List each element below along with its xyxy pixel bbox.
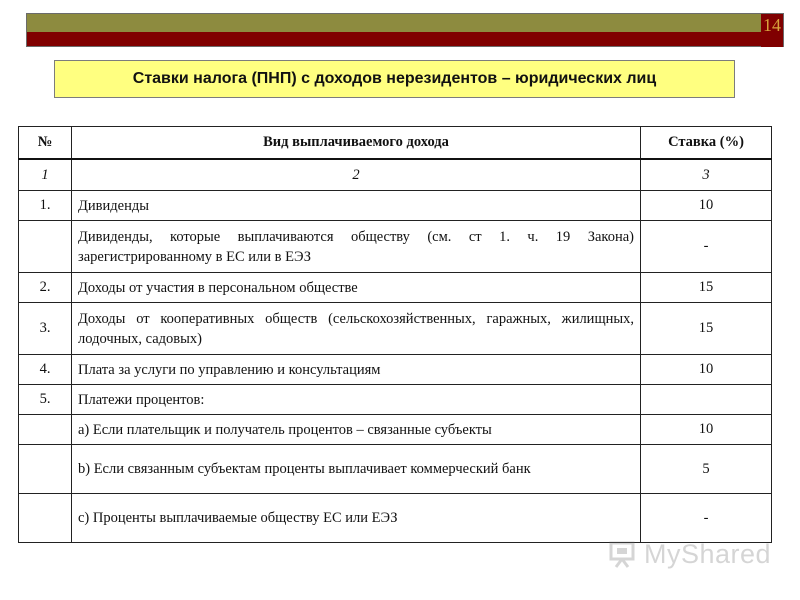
slide-title: Ставки налога (ПНП) с доходов нерезидентов – юридических лиц <box>54 60 735 98</box>
row-number <box>19 221 72 273</box>
row-rate: 10 <box>641 355 772 385</box>
presentation-icon <box>608 539 640 569</box>
row-rate: 15 <box>641 303 772 355</box>
row-rate: 15 <box>641 273 772 303</box>
row-description: Платежи процентов: <box>72 385 641 415</box>
row-description: b) Если связанным субъектам проценты выплачивает коммерческий банк <box>72 445 641 494</box>
index-cell: 2 <box>72 159 641 191</box>
row-rate: - <box>641 221 772 273</box>
row-rate: 5 <box>641 445 772 494</box>
index-cell: 1 <box>19 159 72 191</box>
watermark <box>608 536 773 572</box>
row-description: Доходы от кооперативных обществ (сельскохозяйственных, гаражных, жилищных, лодочных, садовых) <box>72 303 641 355</box>
table-header-row <box>19 127 772 160</box>
row-number <box>19 415 72 445</box>
row-rate: 10 <box>641 191 772 221</box>
row-number: 2. <box>19 273 72 303</box>
table-row <box>19 415 772 445</box>
row-description: Дивиденды <box>72 191 641 221</box>
header-rate: Ставка (%) <box>641 127 772 160</box>
row-number: 1. <box>19 191 72 221</box>
row-description: Дивиденды, которые выплачиваются обществу (см. ст 1. ч. 19 Закона) зарегистрированному в ЕС или в ЕЭЗ <box>72 221 641 273</box>
page-number: 14 <box>761 14 783 47</box>
index-cell: 3 <box>641 159 772 191</box>
row-description: a) Если плательщик и получатель процентов – связанные субъекты <box>72 415 641 445</box>
table-row <box>19 385 772 415</box>
watermark-text: MyShared <box>644 538 772 569</box>
table-row <box>19 355 772 385</box>
table-row <box>19 221 772 273</box>
table-row <box>19 273 772 303</box>
tax-rates-table <box>18 126 772 543</box>
table-row <box>19 303 772 355</box>
row-number: 5. <box>19 385 72 415</box>
row-rate: - <box>641 494 772 543</box>
table-row <box>19 445 772 494</box>
header-income-type: Вид выплачиваемого дохода <box>72 127 641 160</box>
header-olive-stripe <box>27 14 783 33</box>
header-bar <box>26 13 784 47</box>
table-row <box>19 191 772 221</box>
row-number <box>19 445 72 494</box>
row-description: c) Проценты выплачиваемые обществу ЕС или ЕЭЗ <box>72 494 641 543</box>
header-number: № <box>19 127 72 160</box>
row-description: Плата за услуги по управлению и консультациям <box>72 355 641 385</box>
row-number: 3. <box>19 303 72 355</box>
header-maroon-stripe <box>27 32 783 46</box>
row-description: Доходы от участия в персональном обществе <box>72 273 641 303</box>
row-number <box>19 494 72 543</box>
row-rate <box>641 385 772 415</box>
row-number: 4. <box>19 355 72 385</box>
row-rate: 10 <box>641 415 772 445</box>
table-index-row <box>19 159 772 191</box>
